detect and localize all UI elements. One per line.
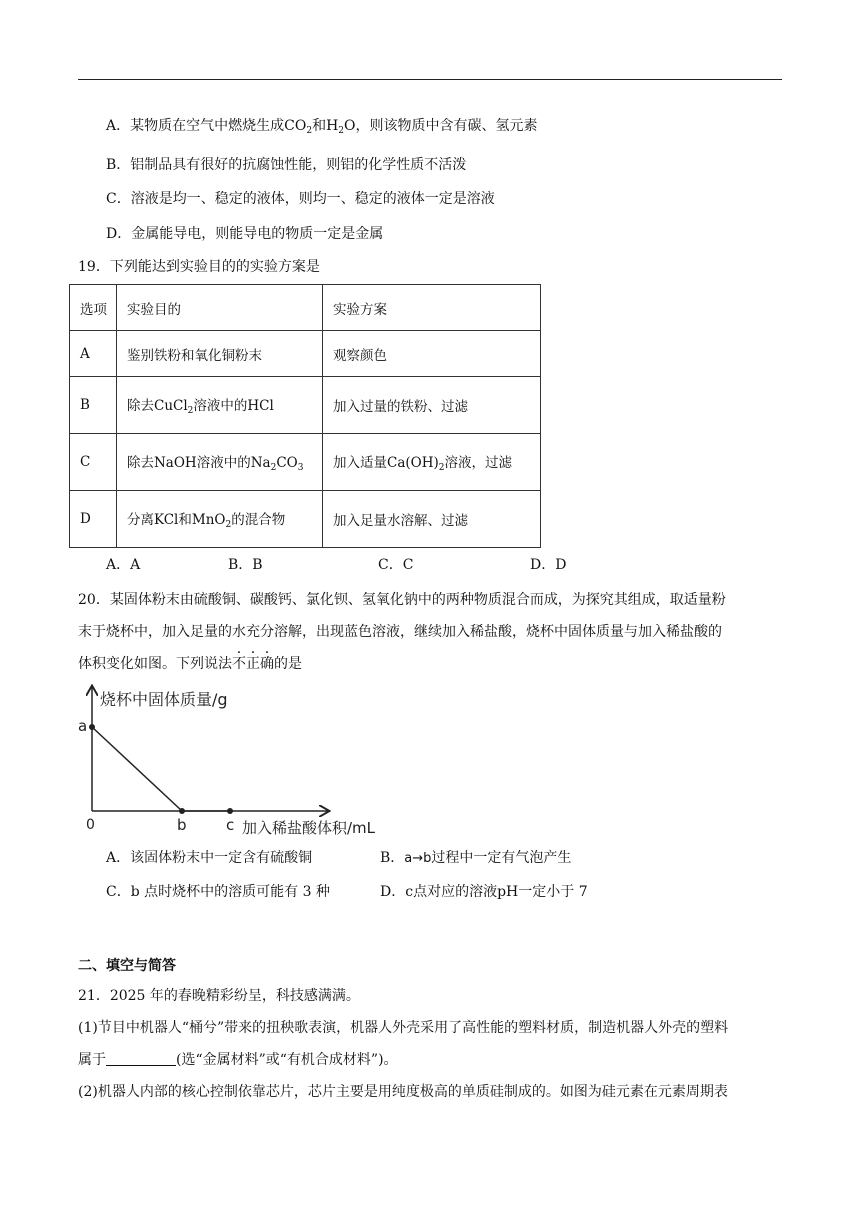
table-header-row	[70, 285, 541, 331]
origin-label: 0	[86, 817, 95, 833]
section-heading: 二、填空与简答	[78, 958, 176, 974]
header-plan: 实验方案	[323, 285, 541, 331]
data-point	[179, 808, 185, 814]
q20-chart	[70, 683, 410, 843]
q19-choice-d: D．D	[530, 557, 567, 573]
q19-choice-b: B．B	[228, 557, 263, 573]
answer-blank[interactable]	[106, 1051, 176, 1066]
y-axis-label: 烧杯中固体质量/g	[100, 690, 228, 709]
point-label-c: c	[226, 816, 235, 834]
q18-option-b: B．铝制品具有很好的抗腐蚀性能，则铝的化学性质不活泼	[106, 157, 467, 173]
header-goal: 实验目的	[117, 285, 323, 331]
series-segment	[92, 727, 182, 811]
data-point	[227, 808, 233, 814]
q19-choice-a: A．A	[106, 557, 141, 573]
point-label-a: a	[78, 717, 88, 735]
q21-part2: (2)机器人内部的核心控制依靠芯片，芯片主要是用纯度极高的单质硅制成的。如图为硅元素在元素周期表	[78, 1084, 728, 1100]
q18-option-d: D．金属能导电，则能导电的物质一定是金属	[106, 226, 384, 242]
row-goal: 分离KCl和MnO$_2$的混合物	[117, 491, 323, 548]
emphasis-text: 不正确	[232, 656, 274, 672]
q21-stem: 21．2025 年的春晚精彩纷呈，科技感满满。	[78, 988, 360, 1004]
q20-stem-line2: 末于烧杯中，加入足量的水充分溶解，出现蓝色溶液，继续加入稀盐酸，烧杯中固体质量与加入稀盐酸的	[78, 624, 722, 640]
table-row	[70, 377, 541, 434]
row-goal: 鉴别铁粉和氧化铜粉末	[117, 331, 323, 377]
row-option: D	[70, 491, 117, 548]
q19-choice-c: C．C	[378, 557, 414, 573]
row-option: B	[70, 377, 117, 434]
row-plan: 观察颜色	[323, 331, 541, 377]
q20-stem-line1: 20．某固体粉末由硫酸铜、碳酸钙、氯化钡、氢氧化钠中的两种物质混合而成，为探究其组成，取适量粉	[78, 592, 726, 608]
q18-option-c: C．溶液是均一、稳定的液体，则均一、稳定的液体一定是溶液	[106, 191, 495, 207]
table-row	[70, 434, 541, 491]
q20-stem-line3: 体积变化如图。下列说法不正确的是	[78, 656, 302, 672]
q21-part1-line2: 属于 (选“金属材料”或“有机合成材料”)。	[78, 1052, 398, 1068]
row-plan: 加入适量$Ca(OH)_2$溶液，过滤	[323, 434, 541, 491]
row-option: C	[70, 434, 117, 491]
q19-table	[69, 284, 541, 548]
table-row	[70, 331, 541, 377]
x-axis-label: 加入稀盐酸体积/mL	[242, 819, 376, 837]
q20-choice-b: B．a→b过程中一定有气泡产生	[380, 850, 572, 866]
q21-part1-line1: (1)节目中机器人“桶兮”带来的扭秧歌表演，机器人外壳采用了高性能的塑料材质，制造机器人外壳的塑料	[78, 1020, 729, 1036]
table-row	[70, 491, 541, 548]
q20-choice-a: A．该固体粉末中一定含有硫酸铜	[106, 850, 313, 866]
row-option: A	[70, 331, 117, 377]
data-point	[89, 724, 95, 730]
row-goal: 除去CuCl$_2$溶液中的HCl	[117, 377, 323, 434]
q20-choice-d: D．c点对应的溶液pH一定小于 7	[380, 884, 588, 900]
q20-choice-c: C．b 点时烧杯中的溶质可能有 3 种	[106, 884, 330, 900]
header-rule	[78, 79, 782, 80]
q19-stem: 19．下列能达到实验目的的实验方案是	[78, 259, 320, 275]
q18-option-a: A．某物质在空气中燃烧生成$CO_2$和$H_2O$，则该物质中含有碳、氢元素	[106, 118, 538, 136]
header-option: 选项	[70, 285, 117, 331]
point-label-b: b	[177, 816, 187, 834]
row-plan: 加入足量水溶解、过滤	[323, 491, 541, 548]
row-goal: 除去NaOH溶液中的$Na_2CO_3$	[117, 434, 323, 491]
row-plan: 加入过量的铁粉、过滤	[323, 377, 541, 434]
